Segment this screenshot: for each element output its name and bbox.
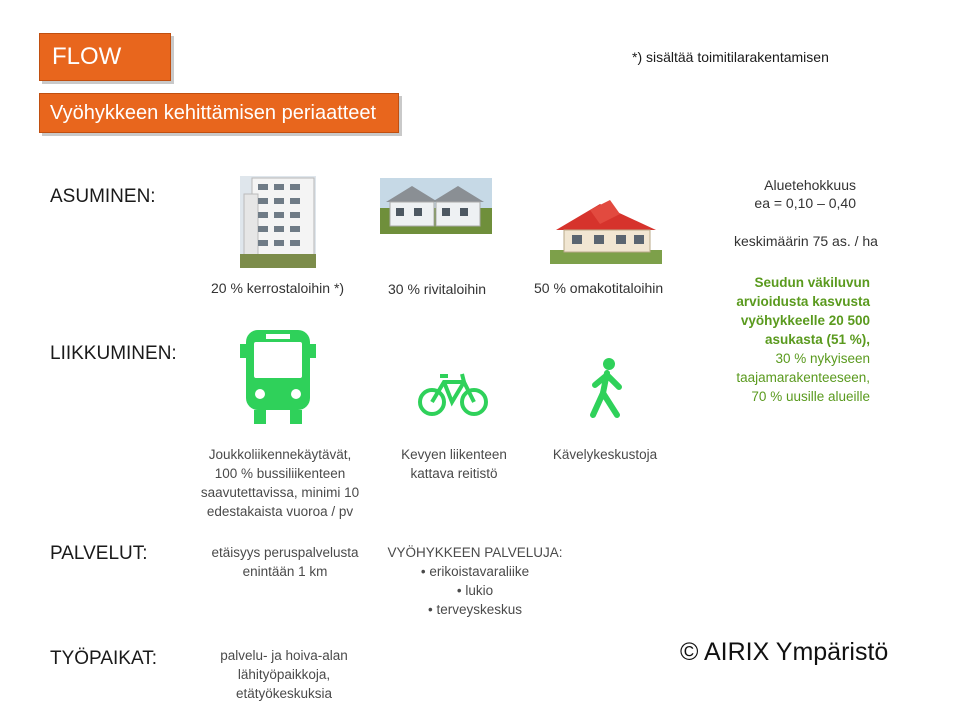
density-line1: Aluetehokkuus (764, 177, 856, 193)
apartment-building-image (240, 176, 316, 268)
detached-house-image (550, 200, 662, 264)
walking-line: Kävelykeskustoja (552, 447, 658, 462)
transit-line: edestakaista vuoroa / pv (206, 504, 354, 519)
housing-rivitalo-label: 30 % rivitaloihin (388, 281, 487, 297)
population-line: Seudun väkiluvun (754, 275, 870, 290)
jobs-text (200, 646, 368, 703)
transit-line: Joukkoliikennekäytävät, (208, 447, 352, 462)
pedestrian-icon (585, 357, 627, 421)
services-distance-line: etäisyys peruspalvelusta (211, 545, 359, 560)
population-text (690, 273, 870, 406)
cycling-line: kattava reitistö (410, 466, 498, 481)
services-distance-text (195, 543, 375, 581)
bus-icon (240, 326, 316, 426)
jobs-line: etätyökeskuksia (235, 686, 333, 701)
cycling-text (389, 445, 519, 483)
density-line2: ea = 0,10 – 0,40 (754, 195, 856, 211)
category-palvelut: PALVELUT: (50, 543, 148, 564)
footnote: *) sisältää toimitilarakentamisen (632, 49, 829, 65)
flow-label: FLOW (52, 43, 122, 70)
cycling-line: Kevyen liikenteen (401, 447, 507, 462)
population-line: arvioidusta kasvusta (736, 294, 870, 309)
list-item: • terveyskeskus (380, 600, 570, 619)
population-line: 70 % uusille alueille (751, 389, 870, 404)
jobs-line: palvelu- ja hoiva-alan (220, 648, 348, 663)
population-line: vyöhykkeelle 20 500 (740, 313, 870, 328)
list-item: • erikoistavaraliike (380, 562, 570, 581)
population-line: taajamarakenteeseen, (736, 370, 870, 385)
list-item: • lukio (380, 581, 570, 600)
transit-line: saavutettavissa, minimi 10 (200, 485, 360, 500)
transit-text (190, 445, 370, 521)
population-line: asukasta (51 %), (764, 332, 870, 347)
category-tyopaikat: TYÖPAIKAT: (50, 648, 157, 669)
zone-services (380, 543, 570, 619)
category-liikkuminen: LIIKKUMINEN: (50, 343, 177, 364)
flow-label-box (39, 33, 171, 81)
page-title: Vyöhykkeen kehittämisen periaatteet (50, 102, 377, 124)
walking-text (545, 445, 665, 464)
services-distance-line: enintään 1 km (242, 564, 328, 579)
housing-omakotitalo-label: 50 % omakotitaloihin (534, 280, 664, 296)
jobs-line: lähityöpaikkoja, (237, 667, 331, 682)
zone-services-title: VYÖHYKKEEN PALVELUJA: (387, 545, 563, 560)
bicycle-icon (418, 368, 488, 418)
copyright: © AIRIX Ympäristö (680, 638, 889, 666)
title-box (39, 93, 399, 133)
row-houses-image (380, 178, 492, 234)
zone-services-list (380, 562, 570, 619)
category-asuminen: ASUMINEN: (50, 186, 156, 207)
housing-kerrostalo-label: 20 % kerrostaloihin *) (211, 280, 345, 296)
population-line: 30 % nykyiseen (775, 351, 870, 366)
density-line3: keskimäärin 75 as. / ha (734, 233, 878, 249)
transit-line: 100 % bussiliikenteen (214, 466, 346, 481)
